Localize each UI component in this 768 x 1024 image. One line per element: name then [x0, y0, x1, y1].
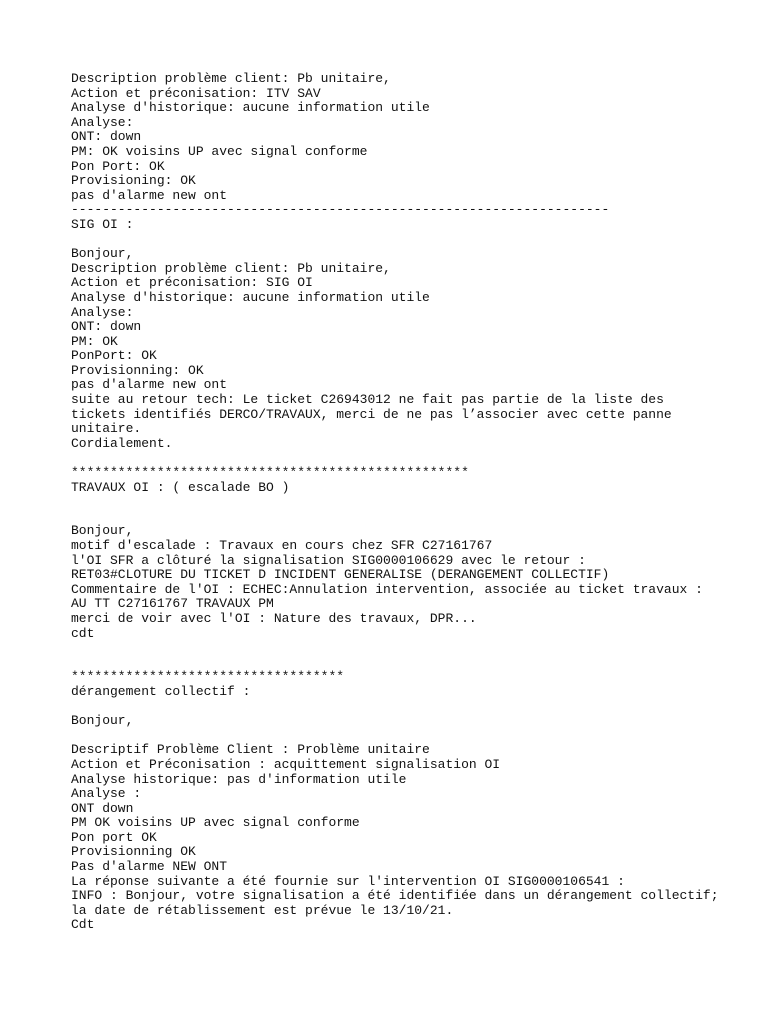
text-line: --------------------------------------------------------------------- [71, 202, 610, 218]
document-page [71, 72, 751, 933]
text-line [71, 233, 751, 248]
text-line: Cordialement. [71, 435, 173, 451]
text-line: INFO : Bonjour, votre signalisation a été identifiée dans un dérangement collectif; [71, 888, 719, 904]
text-line: Provisioning: OK [71, 173, 196, 189]
text-line [71, 641, 751, 656]
text-line: SIG OI : [71, 216, 134, 232]
text-line: ONT down [71, 800, 134, 816]
text-line: l'OI SFR a clôturé la signalisation SIG0000106629 avec le retour : [71, 552, 586, 568]
text-line: *************************************************** [71, 465, 469, 481]
text-line: RET03#CLOTURE DU TICKET D INCIDENT GENERALISE (DERANGEMENT COLLECTIF) [71, 567, 610, 583]
text-line: Description problème client: Pb unitaire, [71, 71, 391, 86]
text-line [71, 495, 751, 510]
text-line [71, 656, 751, 671]
text-line: Analyse: [71, 304, 134, 320]
text-line: pas d'alarme new ont [71, 187, 228, 203]
text-line: PonPort: OK [71, 348, 157, 364]
text-line: ONT: down [71, 319, 142, 335]
text-line: Analyse d'historique: aucune information utile [71, 289, 430, 305]
text-line: pas d'alarme new ont [71, 377, 228, 393]
text-line: la date de rétablissement est prévue le 13/10/21. [71, 902, 454, 918]
text-line: ONT: down [71, 129, 142, 145]
text-line: merci de voir avec l'OI : Nature des travaux, DPR... [71, 610, 477, 626]
text-line: TRAVAUX OI : ( escalade BO ) [71, 479, 290, 495]
text-line: La réponse suivante a été fournie sur l'intervention OI SIG0000106541 : [71, 873, 625, 889]
text-line: Bonjour, [71, 523, 134, 539]
text-line: Analyse : [71, 786, 142, 802]
text-line [71, 451, 751, 466]
text-line: Provisionning: OK [71, 362, 204, 378]
text-line: Analyse: [71, 114, 134, 130]
text-line: Analyse d'historique: aucune information utile [71, 100, 430, 116]
text-line: PM: OK [71, 333, 118, 349]
text-line: AU TT C27161767 TRAVAUX PM [71, 596, 274, 612]
text-line [71, 729, 751, 744]
text-line: Cdt [71, 917, 95, 933]
text-line: Commentaire de l'OI : ECHEC:Annulation intervention, associée au ticket travaux : [71, 581, 703, 597]
text-line: Action et préconisation: SIG OI [71, 275, 313, 291]
text-line: PM OK voisins UP avec signal conforme [71, 815, 360, 831]
text-line: *********************************** [71, 669, 345, 685]
text-line: unitaire. [71, 421, 142, 437]
text-line: Pon port OK [71, 829, 157, 845]
text-line [71, 700, 751, 715]
text-line: suite au retour tech: Le ticket C26943012 ne fait pas partie de la liste des [71, 392, 664, 408]
text-line: Bonjour, [71, 246, 134, 262]
text-line: tickets identifiés DERCO/TRAVAUX, merci de ne pas l’associer avec cette panne [71, 406, 672, 422]
text-line: Action et Préconisation : acquittement signalisation OI [71, 756, 501, 772]
text-line: motif d'escalade : Travaux en cours chez SFR C27161767 [71, 538, 493, 553]
text-line: Action et préconisation: ITV SAV [71, 85, 321, 101]
text-line [71, 510, 751, 525]
text-line: cdt [71, 625, 95, 641]
text-line: Pas d'alarme NEW ONT [71, 859, 228, 875]
text-line: Provisionning OK [71, 844, 196, 860]
text-line: Bonjour, [71, 713, 134, 729]
text-line: Analyse historique: pas d'information utile [71, 771, 407, 787]
text-line: Description problème client: Pb unitaire, [71, 260, 391, 276]
text-line: Descriptif Problème Client : Problème unitaire [71, 742, 430, 758]
text-line: dérangement collectif : [71, 683, 251, 699]
text-line: PM: OK voisins UP avec signal conforme [71, 143, 368, 159]
text-line: Pon Port: OK [71, 158, 165, 174]
